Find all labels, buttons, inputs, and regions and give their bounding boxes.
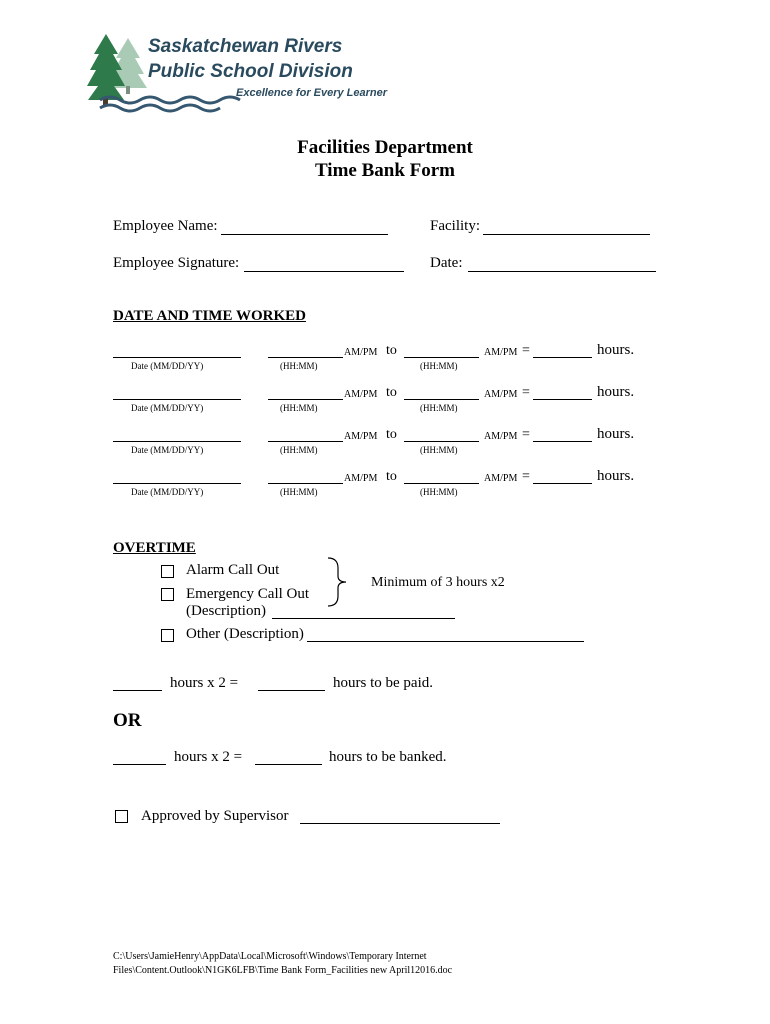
school-division-logo	[84, 30, 388, 118]
end-time-field[interactable]	[404, 399, 479, 400]
date-time-worked-heading: DATE AND TIME WORKED	[113, 308, 306, 324]
banked-suffix: hours to be banked.	[329, 749, 447, 765]
org-tagline: Excellence for Every Learner	[236, 87, 388, 99]
supervisor-signature-field[interactable]	[300, 823, 500, 824]
banked-hours-input[interactable]	[113, 764, 166, 765]
other-checkbox[interactable]	[161, 629, 174, 642]
start-time-field[interactable]	[268, 399, 343, 400]
end-time-caption: (HH:MM)	[420, 487, 458, 497]
department-title: Facilities Department	[297, 137, 473, 158]
date-caption: Date (MM/DD/YY)	[131, 487, 204, 497]
other-description-field[interactable]	[307, 641, 584, 642]
employee-signature-label: Employee Signature:	[113, 255, 240, 271]
end-time-field[interactable]	[404, 441, 479, 442]
start-ampm-label: AM/PM	[344, 431, 378, 442]
hours-suffix: hours.	[597, 468, 635, 484]
to-label: to	[386, 427, 397, 442]
start-time-caption: (HH:MM)	[280, 403, 318, 413]
file-path-line1: C:\Users\JamieHenry\AppData\Local\Microsoft\Windows\Temporary Internet	[113, 951, 427, 962]
end-time-caption: (HH:MM)	[420, 403, 458, 413]
emergency-call-out-label: Emergency Call Out	[186, 586, 310, 602]
paid-formula: hours x 2 =	[170, 675, 239, 691]
emergency-call-out-checkbox[interactable]	[161, 588, 174, 601]
end-ampm-label: AM/PM	[484, 389, 518, 400]
or-separator: OR	[113, 710, 142, 731]
alarm-call-out-label: Alarm Call Out	[186, 562, 280, 578]
end-time-field[interactable]	[404, 483, 479, 484]
start-ampm-label: AM/PM	[344, 389, 378, 400]
date-label: Date:	[430, 255, 463, 271]
end-ampm-label: AM/PM	[484, 473, 518, 484]
row-hours-field[interactable]	[533, 357, 592, 358]
start-ampm-label: AM/PM	[344, 347, 378, 358]
date-caption: Date (MM/DD/YY)	[131, 403, 204, 413]
form-title: Time Bank Form	[314, 160, 456, 181]
date-caption: Date (MM/DD/YY)	[131, 445, 204, 455]
paid-result-input[interactable]	[258, 690, 325, 691]
date-caption: Date (MM/DD/YY)	[131, 361, 204, 371]
to-label: to	[386, 343, 397, 358]
hours-suffix: hours.	[597, 384, 635, 400]
equals-label: =	[522, 385, 530, 400]
start-ampm-label: AM/PM	[344, 473, 378, 484]
start-time-caption: (HH:MM)	[280, 445, 318, 455]
equals-label: =	[522, 343, 530, 358]
date-field[interactable]	[468, 271, 656, 272]
other-description-label: Other (Description)	[186, 626, 304, 642]
work-date-field[interactable]	[113, 399, 241, 400]
equals-label: =	[522, 469, 530, 484]
org-name-line1: Saskatchewan Rivers	[148, 36, 343, 57]
banked-formula: hours x 2 =	[174, 749, 243, 765]
start-time-field[interactable]	[268, 357, 343, 358]
row-hours-field[interactable]	[533, 441, 592, 442]
end-time-caption: (HH:MM)	[420, 445, 458, 455]
approved-checkbox[interactable]	[115, 810, 128, 823]
banked-result-input[interactable]	[255, 764, 322, 765]
overtime-heading: OVERTIME	[113, 540, 196, 556]
hours-suffix: hours.	[597, 426, 635, 442]
end-ampm-label: AM/PM	[484, 431, 518, 442]
approved-by-supervisor-label: Approved by Supervisor	[141, 808, 289, 824]
start-time-field[interactable]	[268, 441, 343, 442]
start-time-caption: (HH:MM)	[280, 361, 318, 371]
alarm-call-out-checkbox[interactable]	[161, 565, 174, 578]
paid-suffix: hours to be paid.	[333, 675, 433, 691]
to-label: to	[386, 385, 397, 400]
work-date-field[interactable]	[113, 483, 241, 484]
right-brace-icon	[326, 556, 352, 608]
end-time-field[interactable]	[404, 357, 479, 358]
end-time-caption: (HH:MM)	[420, 361, 458, 371]
org-name-line2: Public School Division	[148, 61, 353, 82]
hours-suffix: hours.	[597, 342, 635, 358]
work-date-field[interactable]	[113, 441, 241, 442]
end-ampm-label: AM/PM	[484, 347, 518, 358]
facility-label: Facility:	[430, 218, 480, 234]
employee-signature-field[interactable]	[244, 271, 404, 272]
start-time-field[interactable]	[268, 483, 343, 484]
employee-name-label: Employee Name:	[113, 218, 218, 234]
minimum-hours-note: Minimum of 3 hours x2	[371, 575, 505, 590]
paid-hours-input[interactable]	[113, 690, 162, 691]
row-hours-field[interactable]	[533, 483, 592, 484]
emergency-description-field[interactable]	[272, 618, 455, 619]
row-hours-field[interactable]	[533, 399, 592, 400]
emergency-description-label: (Description)	[186, 603, 266, 619]
facility-field[interactable]	[483, 234, 650, 235]
employee-name-field[interactable]	[221, 234, 388, 235]
to-label: to	[386, 469, 397, 484]
start-time-caption: (HH:MM)	[280, 487, 318, 497]
file-path-line2: Files\Content.Outlook\N1GK6LFB\Time Bank Form_Facilities new April12016.doc	[113, 965, 453, 976]
work-date-field[interactable]	[113, 357, 241, 358]
equals-label: =	[522, 427, 530, 442]
